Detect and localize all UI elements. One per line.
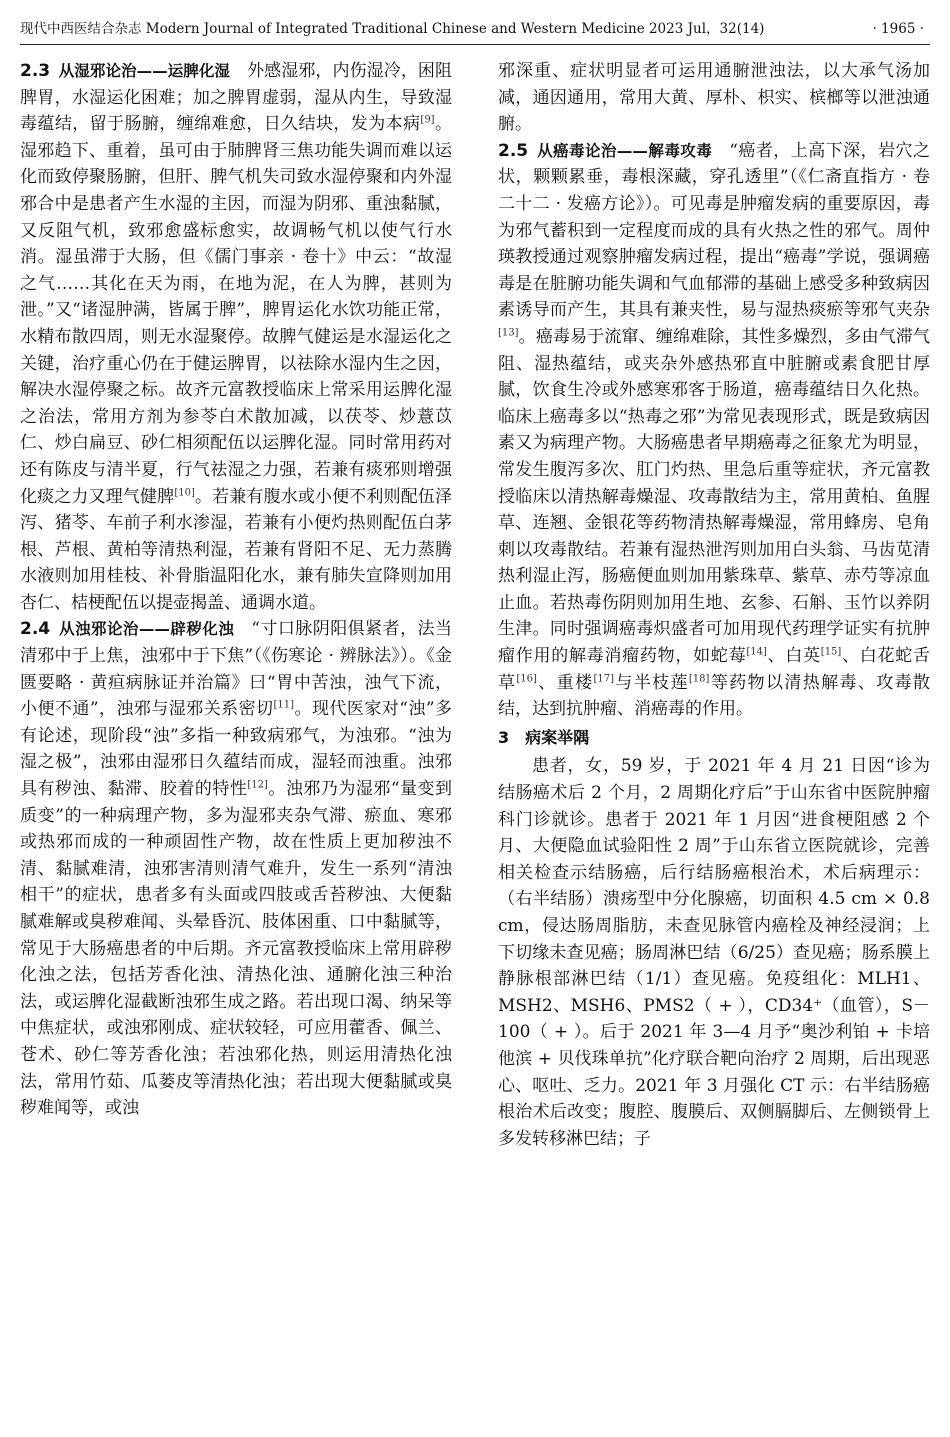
paragraph <box>20 58 452 616</box>
subsection-number: 2.5 <box>498 140 529 161</box>
body-text: 与半枝莲 <box>613 672 689 693</box>
body-text: “寸口脉阴阳俱紧者，法当清邪中于上焦，浊邪中于下焦”（《伤寒论 · 辨脉法》）。《金匮要略 · 黄疸病脉证并治篇》曰“胃中苦浊，浊气下流，小便不通”，浊邪与湿邪关系密切 <box>20 619 452 720</box>
right-column <box>498 58 930 1430</box>
citation-ref: [11] <box>273 699 295 711</box>
body-text: 、重楼 <box>536 672 594 693</box>
citation-ref: [14] <box>746 646 767 658</box>
citation-ref: [18] <box>688 673 710 684</box>
subsection-number: 2.4 <box>20 619 51 640</box>
body-text: 等药物以清热解毒、攻毒散结，达到抗肿瘤、消癌毒的作用。 <box>498 672 930 720</box>
citation-ref: [17] <box>593 673 614 684</box>
body-text: 。浊邪乃为湿邪“量变到质变”的一种病理产物，多为湿邪夹杂气滞、瘀血、寒邪或热邪而成的一种顽固性产物，故在性质上更加秽浊不清、黏腻难清，浊邪害清则清气难升，发生一系列“清浊相干”的症状，患者多有头面或四肢或舌苔秽浊、大便黏腻难解或臭秽难闻、头晕昏沉、肢体困重、口中黏腻等，常见于大肠癌患者的中后期。齐元富教授临床上常用辟秽化浊之法，包括芳香化浊、清热化浊、通腑化浊三种治法，或运脾化湿截断浊邪生成之路。若出现口渴、纳呆等中焦症状，或浊邪刚成、症状较轻，可应用藿香、佩兰、苍术、砂仁等芳香化浊；若浊邪化热，则运用清热化浊法，常用竹茹、瓜蒌皮等清热化浊；若出现大便黏腻或臭秽难闻等，或浊 <box>20 779 452 1119</box>
body-text: 、白英 <box>766 646 821 667</box>
subsection-heading: 从湿邪论治——运脾化湿 <box>58 62 231 80</box>
paragraph <box>20 616 452 1121</box>
body-text: 。现代医家对“浊”多有论述，现阶段“浊”多指一种致病邪气，为浊邪。“浊为湿之极”，浊邪由湿邪日久蕴结而成，湿轻而浊重。浊邪具有秽浊、黏滞、胶着的特性 <box>20 699 452 800</box>
citation-ref: [10] <box>174 486 195 498</box>
paragraph <box>498 138 930 723</box>
citation-ref: [15] <box>820 646 842 658</box>
running-header <box>20 14 930 45</box>
subsection-heading: 从癌毒论治——解毒攻毒 <box>536 141 713 160</box>
citation-ref: [9] <box>420 114 435 126</box>
citation-ref: [13] <box>498 327 519 339</box>
citation-ref: [12] <box>247 779 268 791</box>
journal-title: 现代中西医结合杂志 Modern Journal of Integrated Traditional Chinese and Western Medicine 2023 Jul，32(14) <box>20 21 765 37</box>
citation-ref: [16] <box>516 673 537 684</box>
subsection-number: 2.3 <box>20 61 51 81</box>
subsection-heading: 从浊邪论治——辟秽化浊 <box>58 620 235 639</box>
body-text: “癌者，上高下深，岩穴之状，颗颗累垂，毒根深藏，穿孔透里”（《仁斋直指方 · 卷二十二 · 发癌方论》）。可见毒是肿瘤发病的重要原因，毒为邪气蓄积到一定程度而成的具有火热之性的邪气。周仲瑛教授通过观察肿瘤发病过程，提出“癌毒”学说，强调癌毒是在脏腑功能失调和气血郁滞的基础上感受多种致病因素诱导而产生，其具有兼夹性，易与湿热痰瘀等邪气夹杂 <box>498 140 930 321</box>
body-text: 。若兼有腹水或小便不利则配伍泽泻、猪苓、车前子利水渗湿，若兼有小便灼热则配伍白茅根、芦根、黄柏等清热利湿，若兼有肾阳不足、无力蒸腾水液则加用桂枝、补骨脂温阳化水，兼有肺失宣降则加用杏仁、桔梗配伍以提壶揭盖、通调水道。 <box>20 486 452 613</box>
paragraph <box>498 753 930 1152</box>
body-text: 、白花蛇舌草 <box>498 646 930 693</box>
page-number: · 1965 · <box>872 21 924 37</box>
body-text: 邪深重、症状明显者可运用通腑泄浊法，以大承气汤加减，通因通用，常用大黄、厚朴、枳实、槟榔等以泄浊通腑。 <box>498 61 930 135</box>
body-text: 外感湿邪，内伤湿冷，困阻脾胃，水湿运化困难；加之脾胃虚弱，湿从内生，导致湿毒蕴结，留于肠腑，缠绵难愈，日久结块，发为本病 <box>20 61 452 135</box>
left-column <box>20 58 452 1430</box>
paragraph <box>498 58 930 138</box>
body-text: 患者，女，59 岁，于 2021 年 4 月 21 日因“诊为结肠癌术后 2 个月，2 周期化疗后”于山东省中医院肿瘤科门诊就诊。患者于 2021 年 1 月因“进食梗阻感 2 个月、大便隐血试验阳性 2 周”于山东省立医院就诊，完善相关检查示结肠癌，后行结肠癌根治术，术后病理示：（右半结肠）溃疡型中分化腺癌，切面积 4.5 cm × 0.8 cm，侵达肠周脂肪，未查见脉管内癌栓及神经浸润；上下切缘未查见癌；肠周淋巴结（6/25）查见癌；肠系膜上静脉根部淋巴结（1/1）查见癌。免疫组化：MLH1、MSH2、MSH6、PMS2（ + ），CD34⁺（血管），S－100（ + ）。后于 2021 年 3—4 月予“奥沙利铂 + 卡培他滨 + 贝伐珠单抗”化疗联合靶向治疗 2 周期，后出现恶心、呕吐、乏力。2021 年 3 月强化 CT 示：右半结肠癌根治术后改变；腹腔、腹膜后、双侧膈脚后、左侧锁骨上多发转移淋巴结；子 <box>498 756 930 1149</box>
section-heading: 3 病案举隅 <box>498 727 590 747</box>
body-text: 。湿邪趋下、重着，虽可由于肺脾肾三焦功能失调而难以运化而致停聚肠腑，但肝、脾气机失司致水湿停聚和内外湿邪合中是患者产生水湿的主因，而湿为阴邪、重浊黏腻，又反阻气机，致邪愈盛标愈实，故调畅气机以使气行水消。湿虽滞于大肠，但《儒门事亲 · 卷十》中云：“故湿之气……其化在天为雨，在地为泥，在人为脾，甚则为泄。”又“诸湿肿满，皆属于脾”，脾胃运化水饮功能正常，水精布散四周，则无水湿聚停。故脾气健运是水湿运化之关键，治疗重心仍在于健运脾胃，以祛除水湿内生之因，解决水湿停聚之标。故齐元富教授临床上常采用运脾化湿之治法，常用方剂为参苓白术散加减，以茯苓、炒薏苡仁、炒白扁豆、砂仁相须配伍以运脾化湿。同时常用药对还有陈皮与清半夏，行气祛湿之力强，若兼有痰邪则增强化痰之力又理气健脾 <box>20 114 452 507</box>
body-text: 。癌毒易于流窜、缠绵难除，其性多燥烈，多由气滞气阻、湿热蕴结，或夹杂外感热邪直中脏腑或素食肥甘厚腻，饮食生冷或外感寒邪客于肠道，癌毒蕴结日久化热。临床上癌毒多以“热毒之邪”为常见表现形式，既是致病因素又为病理产物。大肠癌患者早期癌毒之征象尤为明显，常发生腹泻多次、肛门灼热、里急后重等症状，齐元富教授临床以清热解毒燥湿、攻毒散结为主，常用黄柏、鱼腥草、连翘、金银花等药物清热解毒燥湿，常用蜂房、皂角刺以攻毒散结。若兼有湿热泄泻则加用白头翁、马齿苋清热利湿止泻，肠癌便血则加用紫珠草、紫草、赤芍等凉血止血。若热毒伤阴则加用生地、玄参、石斛、玉竹以养阴生津。同时强调癌毒炽盛者可加用现代药理学证实有抗肿瘤作用的解毒消瘤药物，如蛇莓 <box>498 326 930 667</box>
